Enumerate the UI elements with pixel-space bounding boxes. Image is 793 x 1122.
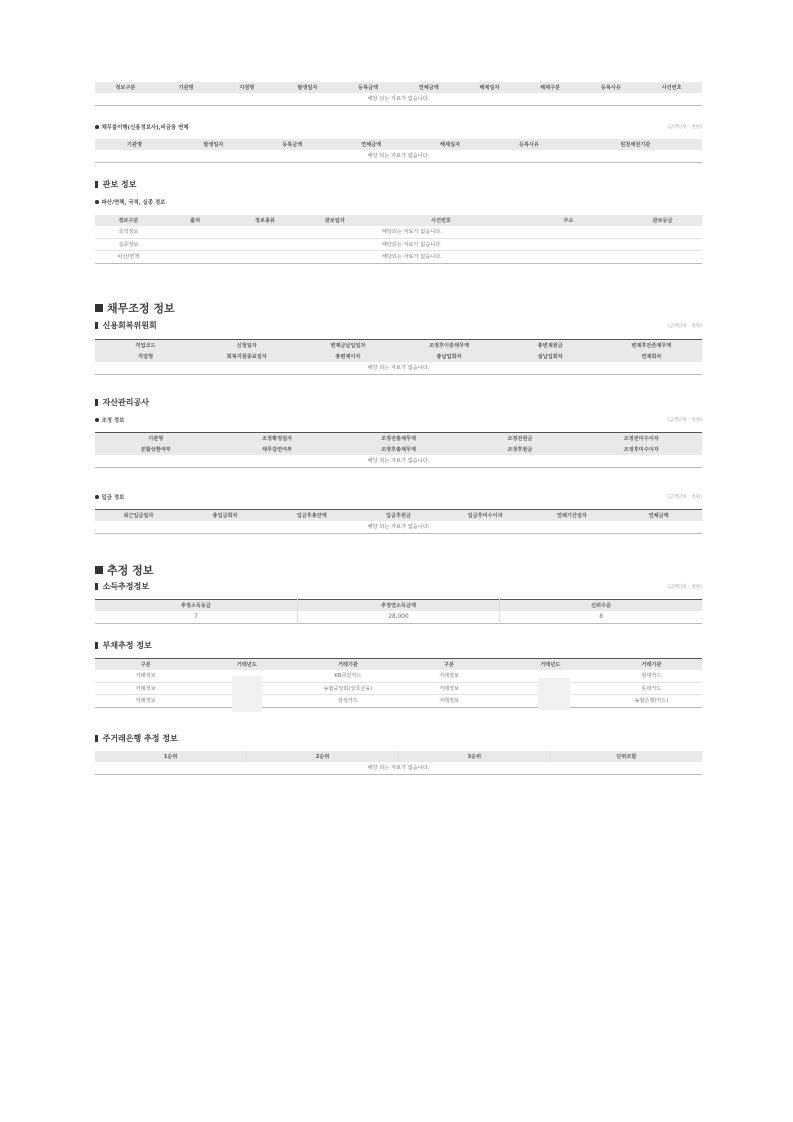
- bank-estimate-table: [95, 751, 702, 775]
- income-header: [95, 581, 702, 592]
- unit-label: (금액단위 : 천원): [667, 323, 702, 329]
- institution-cell: 삼성카드: [337, 698, 358, 705]
- col-header: 실납입회차: [500, 351, 601, 362]
- redacted-area: [538, 678, 570, 710]
- kamco-payment-table: [95, 509, 702, 534]
- col-header: 최근입금일자: [95, 510, 182, 522]
- unit-label: (금액단위 : 천원): [667, 495, 702, 500]
- bullet-icon: [95, 495, 99, 499]
- kind-cell: 거래정보: [135, 698, 156, 705]
- col-header: 연체금액: [332, 139, 411, 150]
- col-header: 거래기관: [601, 659, 702, 671]
- col-header: 입금후원금: [355, 510, 442, 522]
- col-header: 연체금액: [615, 510, 702, 522]
- col-header: 입금후총잔액: [268, 510, 355, 522]
- income-amount-value: 28,000: [297, 611, 499, 623]
- col-header: 총입금회차: [182, 510, 269, 522]
- institution-cell: 농협중앙회(상호금융): [297, 682, 398, 695]
- income-table: [95, 599, 702, 624]
- col-header: 발생일자: [174, 139, 253, 150]
- col-header: 해제일자: [459, 82, 520, 93]
- section-subtitle: 입금 정보: [101, 495, 125, 501]
- col-header: 구분: [95, 659, 196, 671]
- section-subtitle: 조정 정보: [101, 418, 125, 424]
- col-header: 정보종류: [229, 215, 302, 226]
- col-header: 입금후미수이자: [442, 510, 529, 522]
- section-title: 부채추정 정보: [102, 641, 152, 650]
- table-row: [95, 238, 702, 251]
- debt-estimate-table: [95, 658, 702, 708]
- col-header: 관보일자: [301, 215, 368, 226]
- kind-cell: 거래정보: [439, 698, 460, 705]
- bullet-icon: [95, 200, 99, 204]
- ccrs-table: [95, 339, 702, 375]
- record-table: [95, 82, 702, 106]
- section-marker-icon: [95, 322, 98, 329]
- col-header: 원천채권기관: [568, 139, 702, 150]
- col-header: 조정후총채무액: [338, 444, 459, 455]
- col-header: 거래년도: [500, 659, 601, 671]
- debt-nonpay-table: [95, 139, 702, 163]
- col-header: 발생일자: [277, 82, 338, 93]
- public-info-sub: [95, 198, 702, 206]
- col-header: 조정확정일자: [216, 433, 337, 445]
- col-header: 조정후원금: [459, 444, 580, 455]
- empty-message: 해당되는 자료가 없습니다.: [162, 238, 702, 251]
- empty-message: 해당 되는 자료가 없습니다.: [367, 365, 430, 372]
- section-marker-icon: [95, 642, 98, 649]
- income-grade-value: 7: [194, 613, 198, 620]
- section-subtitle: 채무불이행(신용정보사),비금융 연체: [101, 125, 189, 131]
- table-row: [95, 682, 702, 695]
- row-label: 국적정보: [95, 226, 162, 238]
- col-header: 조정후미수이자: [581, 444, 702, 455]
- col-header: 2순위: [247, 751, 399, 762]
- col-header: 사건번호: [368, 215, 514, 226]
- debt-estimate-header: [95, 640, 702, 651]
- col-header: 연체기산일자: [529, 510, 616, 522]
- col-header: 지점명: [216, 82, 277, 93]
- section-title: 관보 정보: [102, 180, 137, 189]
- col-header: 조정후이중채무액: [398, 340, 499, 352]
- unit-label: (금액단위 : 천원): [667, 584, 702, 590]
- section-marker-icon: [95, 181, 98, 188]
- col-header: 등록사유: [490, 139, 569, 150]
- col-header: 해제구분: [520, 82, 581, 93]
- col-header: 연체금액: [398, 82, 459, 93]
- col-header: 채무감면여부: [216, 444, 337, 455]
- col-header: 변제금납입일자: [297, 340, 398, 352]
- section-title: 추정 정보: [107, 564, 154, 577]
- empty-message: 해당 되는 자료가 없습니다.: [367, 458, 430, 465]
- section-marker-icon: [95, 399, 98, 406]
- col-header: 분할상환여부: [95, 444, 216, 455]
- table-row: [95, 695, 702, 708]
- section-marker-icon: [95, 583, 98, 590]
- col-header: 기관명: [156, 82, 217, 93]
- col-header: 면제회차: [601, 351, 702, 362]
- bullet-icon: [95, 125, 99, 129]
- col-header: 추정소득등급: [95, 600, 297, 612]
- section-marker-icon: [95, 735, 98, 742]
- col-header: 거래년도: [196, 659, 297, 671]
- row-label: 파산/면책: [117, 254, 140, 261]
- debt-adjust-header: [95, 300, 702, 316]
- col-header: 기관명: [95, 139, 174, 150]
- col-header: 정보구분: [95, 82, 156, 93]
- section-marker-icon: [95, 566, 103, 574]
- kamco-payment-header: [95, 493, 702, 501]
- col-header: 정보구분: [95, 215, 162, 226]
- col-header: 조정전미수이자: [581, 433, 702, 445]
- col-header: 추정연소득금액: [297, 600, 499, 612]
- section-title: 주거래은행 추정 정보: [102, 734, 178, 743]
- col-header: 변제후잔존채무액: [601, 340, 702, 352]
- kind-cell: 거래정보: [95, 682, 196, 695]
- debt-nonpay-header: [95, 123, 702, 131]
- col-header: 총변제원금: [500, 340, 601, 352]
- empty-message: 해당되는 자료가 없습니다.: [162, 226, 702, 238]
- col-header: 관보등급: [623, 215, 702, 226]
- kamco-header: [95, 397, 702, 408]
- table-row: [95, 670, 702, 682]
- col-header: 해제일자: [411, 139, 490, 150]
- col-header: 거래기관: [297, 659, 398, 671]
- confidence-value: 8: [500, 611, 702, 623]
- institution-cell: KB국민카드: [297, 670, 398, 682]
- section-marker-icon: [95, 304, 103, 312]
- col-header: 직업코드: [95, 340, 196, 352]
- col-header: 사건번호: [641, 82, 702, 93]
- empty-message: 해당되는 자료가 없습니다.: [381, 254, 442, 261]
- unit-label: (금액단위 : 천원): [667, 125, 702, 130]
- col-header: 등록사유: [581, 82, 642, 93]
- col-header: 직업명: [95, 351, 196, 362]
- institution-cell: 현대카드: [601, 670, 702, 682]
- section-title: 신용회복위원회: [102, 321, 157, 330]
- kamco-adjust-table: [95, 432, 702, 468]
- col-header: 조정전원금: [459, 433, 580, 445]
- col-header: 구분: [398, 659, 499, 671]
- col-header: 1순위: [95, 751, 247, 762]
- kind-cell: 거래정보: [95, 670, 196, 682]
- section-subtitle: 파산/면책, 국적, 실종 정보: [101, 200, 166, 206]
- ccrs-header: [95, 320, 702, 331]
- unit-label: (금액단위 : 천원): [667, 418, 702, 423]
- section-title: 채무조정 정보: [107, 302, 175, 315]
- empty-message: 해당 되는 자료가 없습니다.: [367, 524, 430, 531]
- col-header: 총납입회차: [398, 351, 499, 362]
- table-row: [95, 251, 702, 264]
- bullet-icon: [95, 418, 99, 422]
- col-header: 3순위: [399, 751, 551, 762]
- col-header: 등록금액: [253, 139, 332, 150]
- redacted-area: [232, 676, 262, 712]
- row-label: 실종정보: [95, 238, 162, 251]
- kind-cell: 거래정보: [398, 670, 499, 682]
- col-header: 단위조합: [550, 751, 702, 762]
- empty-message: 해당 되는 자료가 없습니다.: [367, 153, 430, 160]
- estimate-header: [95, 562, 702, 578]
- col-header: 등록금액: [338, 82, 399, 93]
- public-info-table: [95, 215, 702, 264]
- bank-estimate-header: [95, 733, 702, 744]
- col-header: 조정전총채무액: [338, 433, 459, 445]
- institution-cell: 롯데카드: [601, 682, 702, 695]
- empty-message: 해당 되는 자료가 없습니다.: [367, 765, 430, 772]
- institution-cell: 농협은행(카드): [634, 698, 669, 705]
- col-header: 총변제이자: [297, 351, 398, 362]
- empty-message: 해당 되는 자료가 없습니다.: [367, 96, 430, 103]
- section-title: 자산관리공사: [102, 398, 149, 407]
- section-title: 소득추정정보: [102, 582, 149, 591]
- kamco-adjust-header: [95, 416, 702, 424]
- col-header: 회복지원종료일자: [196, 351, 297, 362]
- col-header: 주소: [514, 215, 623, 226]
- table-row: [95, 226, 702, 238]
- col-header: 출처: [162, 215, 229, 226]
- col-header: 기관명: [95, 433, 216, 445]
- col-header: 신청일자: [196, 340, 297, 352]
- kind-cell: 거래정보: [398, 682, 499, 695]
- public-info-header: [95, 179, 702, 190]
- col-header: 신뢰수준: [500, 600, 702, 612]
